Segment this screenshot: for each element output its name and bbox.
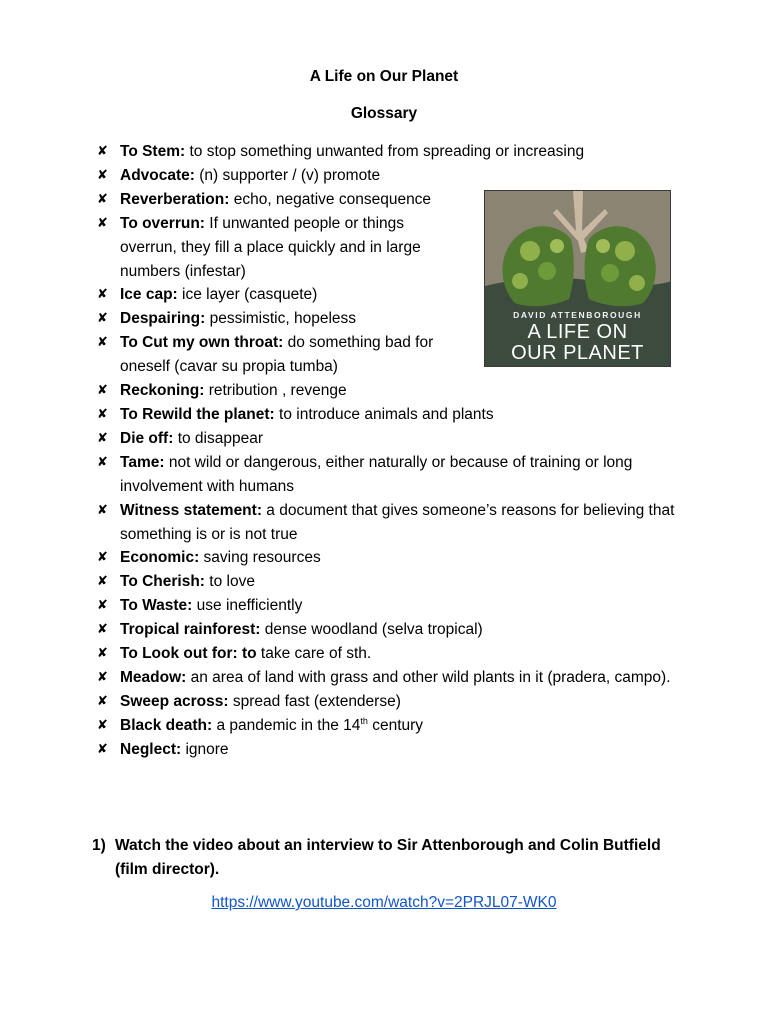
glossary-term: Tame: bbox=[120, 453, 165, 471]
glossary-term: To Waste: bbox=[120, 597, 193, 615]
glossary-term: To Cut my own throat: bbox=[120, 334, 284, 352]
cross-bullet-icon: ✘ bbox=[97, 741, 108, 757]
glossary-definition: spread fast (extenderse) bbox=[228, 692, 401, 710]
glossary-definition: saving resources bbox=[199, 549, 321, 567]
task-number: 1) bbox=[92, 837, 106, 854]
glossary-item bbox=[97, 570, 687, 594]
glossary-term: Tropical rainforest: bbox=[120, 621, 261, 639]
document-title: A Life on Our Planet bbox=[309, 68, 459, 85]
cross-bullet-icon: ✘ bbox=[97, 550, 108, 566]
glossary-item bbox=[97, 594, 687, 618]
glossary-term: Black death: bbox=[120, 716, 213, 734]
glossary-definition: retribution , revenge bbox=[204, 382, 347, 400]
glossary-term: Witness statement: bbox=[120, 501, 262, 519]
foliage-highlight bbox=[550, 239, 564, 253]
glossary-term: To overrun: bbox=[120, 214, 205, 232]
foliage-highlight bbox=[629, 275, 645, 291]
foliage-highlight bbox=[596, 239, 610, 253]
glossary-definition: pessimistic, hopeless bbox=[205, 310, 357, 328]
cross-bullet-icon: ✘ bbox=[97, 622, 108, 638]
glossary-item bbox=[97, 499, 687, 547]
glossary-definition: take care of sth. bbox=[256, 645, 372, 663]
glossary-definition: to love bbox=[204, 573, 255, 591]
glossary-definition: use inefficiently bbox=[192, 597, 303, 615]
glossary-item bbox=[97, 546, 687, 570]
foliage-highlight bbox=[520, 241, 540, 261]
cross-bullet-icon: ✘ bbox=[97, 383, 108, 399]
glossary-definition: echo, negative consequence bbox=[229, 190, 432, 208]
cover-title-line2: OUR PLANET bbox=[511, 342, 644, 364]
glossary-item bbox=[97, 714, 687, 738]
glossary-definition: do something bad for oneself (cavar su propia tumba) bbox=[120, 334, 434, 376]
glossary-definition: dense woodland (selva tropical) bbox=[260, 621, 483, 639]
glossary-definition-end: century bbox=[367, 716, 424, 734]
glossary-item bbox=[97, 188, 457, 212]
glossary-item bbox=[97, 331, 457, 379]
glossary-item bbox=[97, 283, 457, 307]
glossary-term: Neglect: bbox=[120, 740, 182, 758]
cross-bullet-icon: ✘ bbox=[97, 693, 108, 709]
glossary-item bbox=[97, 738, 687, 762]
glossary-term: To Rewild the planet: bbox=[120, 405, 275, 423]
glossary-definition: If unwanted people or things overrun, they fill a place quickly and in large numbers (infestar) bbox=[120, 214, 421, 280]
foliage-highlight bbox=[615, 241, 635, 261]
glossary-definition: an area of land with grass and other wild plants in it (pradera, campo). bbox=[186, 668, 671, 686]
glossary-term: Ice cap: bbox=[120, 286, 178, 304]
glossary-item bbox=[97, 642, 687, 666]
cover-title-line1: A LIFE ON bbox=[527, 321, 628, 343]
glossary-item bbox=[97, 164, 687, 188]
glossary-item bbox=[97, 307, 457, 331]
cross-bullet-icon: ✘ bbox=[97, 287, 108, 303]
glossary-definition: not wild or dangerous, either naturally or because of training or long involvement with humans bbox=[120, 453, 633, 495]
glossary-term: Reckoning: bbox=[120, 382, 205, 400]
glossary-heading: Glossary bbox=[350, 105, 418, 122]
task-text: Watch the video about an interview to Sir Attenborough and Colin Butfield (film director). bbox=[115, 837, 661, 878]
glossary-item bbox=[97, 451, 687, 499]
glossary-item bbox=[97, 618, 687, 642]
glossary-definition: a pandemic in the 14 bbox=[212, 716, 361, 734]
glossary-term: Sweep across: bbox=[120, 692, 229, 710]
glossary-term: Economic: bbox=[120, 549, 200, 567]
foliage-highlight bbox=[538, 262, 556, 280]
cross-bullet-icon: ✘ bbox=[97, 646, 108, 662]
glossary-definition: to stop something unwanted from spreading or increasing bbox=[185, 143, 585, 160]
glossary-item bbox=[97, 403, 687, 427]
glossary-definition: (n) supporter / (v) promote bbox=[194, 166, 381, 184]
glossary-term: To Stem: bbox=[120, 143, 186, 160]
task-instruction bbox=[92, 834, 692, 882]
cross-bullet-icon: ✘ bbox=[97, 406, 108, 422]
cross-bullet-icon: ✘ bbox=[97, 669, 108, 685]
cross-bullet-icon: ✘ bbox=[97, 215, 108, 231]
cross-bullet-icon: ✘ bbox=[97, 454, 108, 470]
glossary-item bbox=[97, 379, 687, 403]
cross-bullet-icon: ✘ bbox=[97, 717, 108, 733]
cross-bullet-icon: ✘ bbox=[97, 335, 108, 351]
foliage-highlight bbox=[601, 264, 619, 282]
cross-bullet-icon: ✘ bbox=[97, 191, 108, 207]
foliage-highlight bbox=[512, 273, 528, 289]
glossary-definition: to disappear bbox=[173, 429, 264, 447]
glossary-term: Meadow: bbox=[120, 668, 187, 686]
glossary-definition: ice layer (casquete) bbox=[177, 286, 318, 304]
cross-bullet-icon: ✘ bbox=[97, 144, 108, 159]
book-cover-image bbox=[484, 190, 671, 367]
cross-bullet-icon: ✘ bbox=[97, 167, 108, 183]
glossary-term: Despairing: bbox=[120, 310, 206, 328]
glossary-item bbox=[97, 690, 687, 714]
glossary-term: To Look out for: to bbox=[120, 645, 257, 663]
glossary-term: Die off: bbox=[120, 429, 174, 447]
cross-bullet-icon: ✘ bbox=[97, 502, 108, 518]
glossary-term: To Cherish: bbox=[120, 573, 205, 591]
glossary-item bbox=[97, 427, 687, 451]
cross-bullet-icon: ✘ bbox=[97, 311, 108, 327]
glossary-definition: a document that gives someone’s reasons for believing that something is or is not true bbox=[120, 501, 675, 543]
superscript: th bbox=[360, 715, 368, 726]
glossary-item bbox=[97, 140, 687, 164]
cross-bullet-icon: ✘ bbox=[97, 430, 108, 446]
youtube-link[interactable]: https://www.youtube.com/watch?v=2PRJL07-WK0 bbox=[211, 894, 557, 911]
glossary-term: Advocate: bbox=[120, 166, 195, 184]
cover-author: DAVID ATTENBOROUGH bbox=[513, 310, 642, 320]
glossary-item bbox=[97, 212, 457, 284]
glossary-definition: ignore bbox=[181, 740, 229, 758]
glossary-definition: to introduce animals and plants bbox=[274, 405, 494, 423]
cross-bullet-icon: ✘ bbox=[97, 574, 108, 590]
cross-bullet-icon: ✘ bbox=[97, 598, 108, 614]
glossary-item bbox=[97, 666, 687, 690]
glossary-term: Reverberation: bbox=[120, 190, 230, 208]
